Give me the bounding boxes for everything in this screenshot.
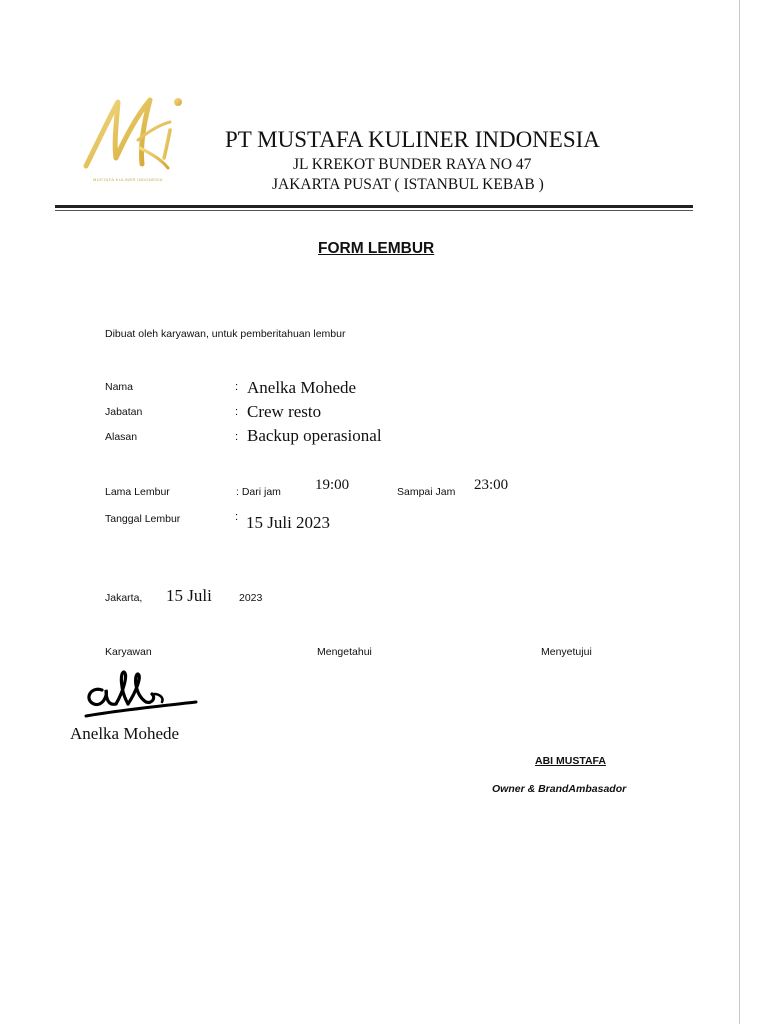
tanggal-lembur-value: 15 Juli 2023 [246, 513, 331, 532]
company-city: JAKARTA PUSAT ( ISTANBUL KEBAB ) [272, 176, 544, 193]
jabatan-value: Crew resto [247, 402, 322, 421]
company-address: JL KREKOT BUNDER RAYA NO 47 [293, 156, 532, 173]
approver-name: ABI MUSTAFA [535, 755, 606, 767]
nama-colon: : [235, 381, 239, 393]
tanggal-lembur-label: Tanggal Lembur [105, 513, 181, 525]
sampai-jam-value: 23:00 [474, 477, 509, 493]
employee-signature [80, 660, 200, 720]
jabatan-label: Jabatan [105, 406, 143, 418]
tanggal-colon: : [235, 511, 239, 523]
letterhead-rule-thin [55, 210, 693, 211]
alasan-value: Backup operasional [247, 426, 382, 445]
logo-caption: MUSTAFA KULINER INDONESIA [93, 177, 163, 182]
date-day-month: 15 Juli [166, 586, 212, 605]
nama-label: Nama [105, 381, 134, 393]
mengetahui-label: Mengetahui [317, 646, 372, 658]
employee-name: Anelka Mohede [70, 724, 180, 743]
date-year: 2023 [239, 592, 263, 604]
alasan-colon: : [235, 431, 239, 443]
approver-title: Owner & BrandAmbasador [492, 783, 627, 795]
sampai-jam-label: Sampai Jam [397, 486, 456, 498]
dari-jam-label: : Dari jam [236, 486, 281, 498]
company-logo [78, 88, 188, 188]
place-label: Jakarta, [105, 592, 143, 604]
nama-value: Anelka Mohede [247, 378, 357, 397]
jabatan-colon: : [235, 406, 239, 418]
dari-jam-value: 19:00 [315, 477, 350, 493]
letterhead-rule [55, 205, 693, 208]
form-intro: Dibuat oleh karyawan, untuk pemberitahuan lembur [105, 328, 346, 340]
form-title: FORM LEMBUR [318, 240, 435, 257]
lama-lembur-label: Lama Lembur [105, 486, 170, 498]
karyawan-label: Karyawan [105, 646, 152, 658]
page-edge-divider [739, 0, 740, 1024]
menyetujui-label: Menyetujui [541, 646, 592, 658]
alasan-label: Alasan [105, 431, 138, 443]
company-name: PT MUSTAFA KULINER INDONESIA [225, 127, 600, 152]
